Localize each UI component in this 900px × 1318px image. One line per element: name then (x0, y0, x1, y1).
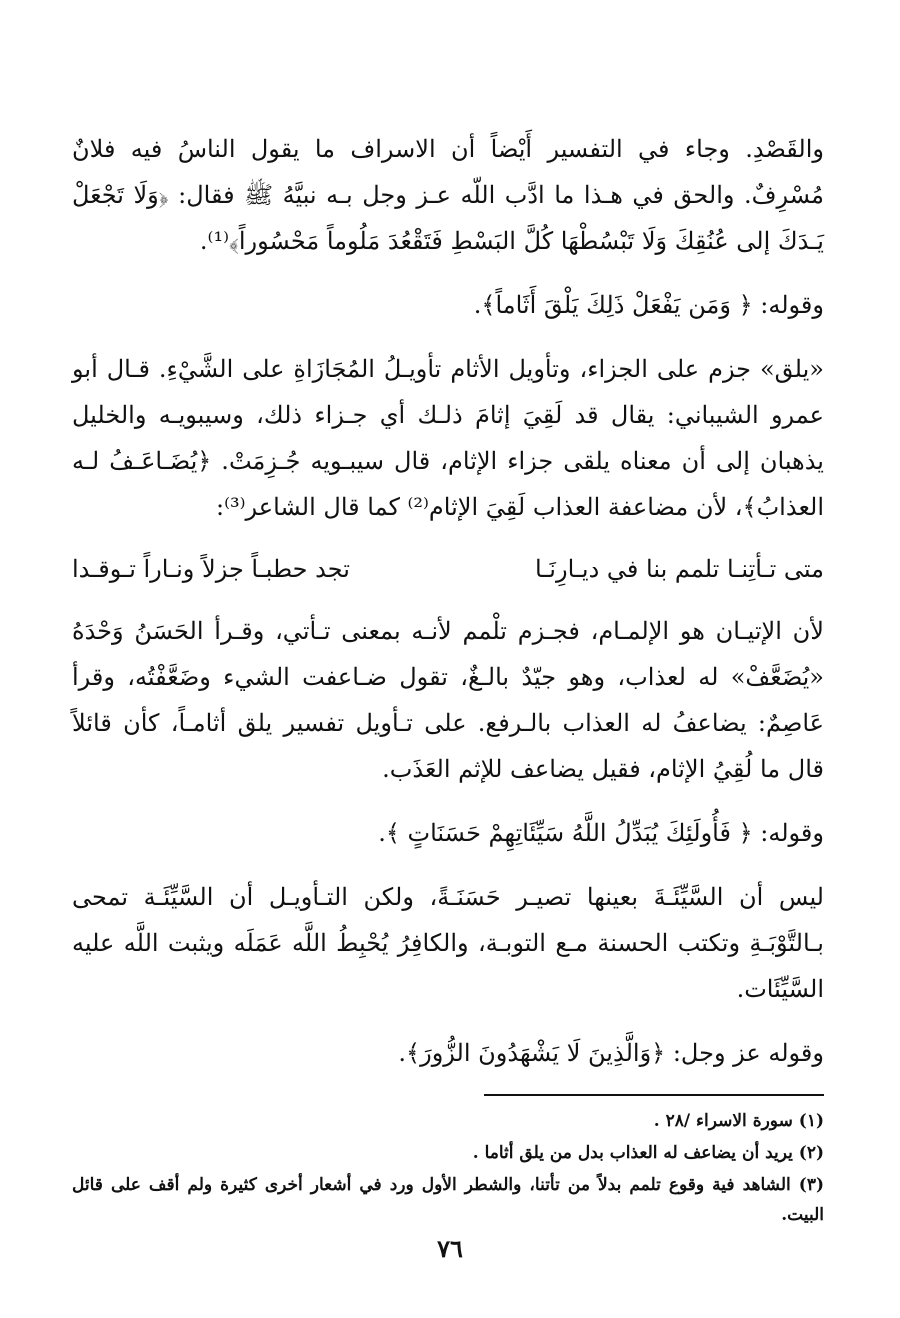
page-number: ٧٦ (437, 1234, 463, 1263)
paragraph-yalqa: «يلق» جزم على الجزاء، وتأويل الأثام تأويـلُ المُجَازَاةِ على الشَّيْءِ. قـال أبو عمرو الشيباني: يقال قد لَقِيَ إثامَ ذلـك أي جـزاء ذلك، وسيبويـه والخليل يذهبان إلى أن معناه يلقى جزاء الإثام، قال سيبـويه جُـزِمَتْ. ﴿يُضَـاعَـفُ لـه العذابُ﴾، لأن مضاعفة العذاب لَقِيَ الإثام⁽²⁾ كما قال الشاعر⁽³⁾: (72, 355, 824, 521)
poem-verse (72, 546, 824, 592)
poem-first-hemistich: متى تـأتِنـا تلمم بنا في ديـارِنَـا (534, 555, 824, 583)
verse-quote-zur: وقوله عز وجل: ﴿وَالَّذِينَ لَا يَشْهَدُونَ الزُّورَ﴾. (398, 1039, 824, 1067)
paragraph-israf: والقَصْدِ. وجاء في التفسير أَيْضاً أن الاسراف ما يقول الناسُ فيه فلانٌ مُسْرِفٌ. والحق في هـذا ما ادَّب اللّه عـز وجل بـه نبيَّهُ ﷺ فقال: ﴿وَلَا تَجْعَلْ يَـدَكَ إلى عُنُقِكَ وَلَا تَبْسُطْهَا كُلَّ البَسْطِ فَتَقْعُدَ مَلُوماً مَحْسُوراً﴾⁽¹⁾. (72, 135, 824, 255)
footnote-1: (١) سورة الاسراء /٢٨ . (653, 1111, 824, 1131)
footnote-2: (٢) يريد أن يضاعف له العذاب بدل من يلق أثاما . (472, 1143, 824, 1163)
paragraph-ilmam: لأن الإتيـان هو الإلمـام، فجـزم تلْمم لأنـه بمعنى تـأتي، وقـرأ الحَسَنُ وَحْدَهُ «يُضَعَّفْ» له لعذاب، وهو جيّدٌ بالـغٌ، تقول ضـاعفت الشيء وضَعَّفْتُه، وقرأ عَاصِمٌ: يضاعفُ له العذاب بالـرفع. على تـأويل تفسير يلق أثامـاً، كأن قائلاً قال ما لُقِيُ الإثام، فقيل يضاعف للإثم العَذَب. (72, 617, 824, 783)
verse-quote-athaman: وقوله: ﴿ وَمَن يَفْعَلْ ذَلِكَ يَلْقَ أَثَاماً﴾. (473, 291, 824, 319)
poem-second-hemistich: تجد حطبـاً جزلاً ونـاراً تـوقـدا (72, 555, 350, 583)
footnote-3: (٣) الشاهد فية وقوع تلمم بدلاً من تأتنا، والشطر الأول ورد في أشعار أخرى كثيرة ولم أقف على قائل البيت. (72, 1175, 824, 1225)
footnotes (72, 1106, 824, 1230)
footnote-divider (484, 1094, 824, 1096)
paragraph-sayyiah: ليس أن السَّيِّئَـةَ بعينها تصيـر حَسَنَـةً، ولكن التـأويـل أن السَّيِّئَـة تمحى بـالتَّوْبَـةِ وتكتب الحسنة مـع التوبـة، والكافِرُ يُحْبِطُ اللَّه عَمَلَه ويثبت اللَّه عليه السَّيِّئَات. (72, 883, 824, 1003)
verse-quote-sayyiat: وقوله: ﴿ فَأُولَئِكَ يُبَدِّلُ اللَّهُ سَيِّئَاتِهِمْ حَسَنَاتٍ ﴾. (378, 819, 824, 847)
